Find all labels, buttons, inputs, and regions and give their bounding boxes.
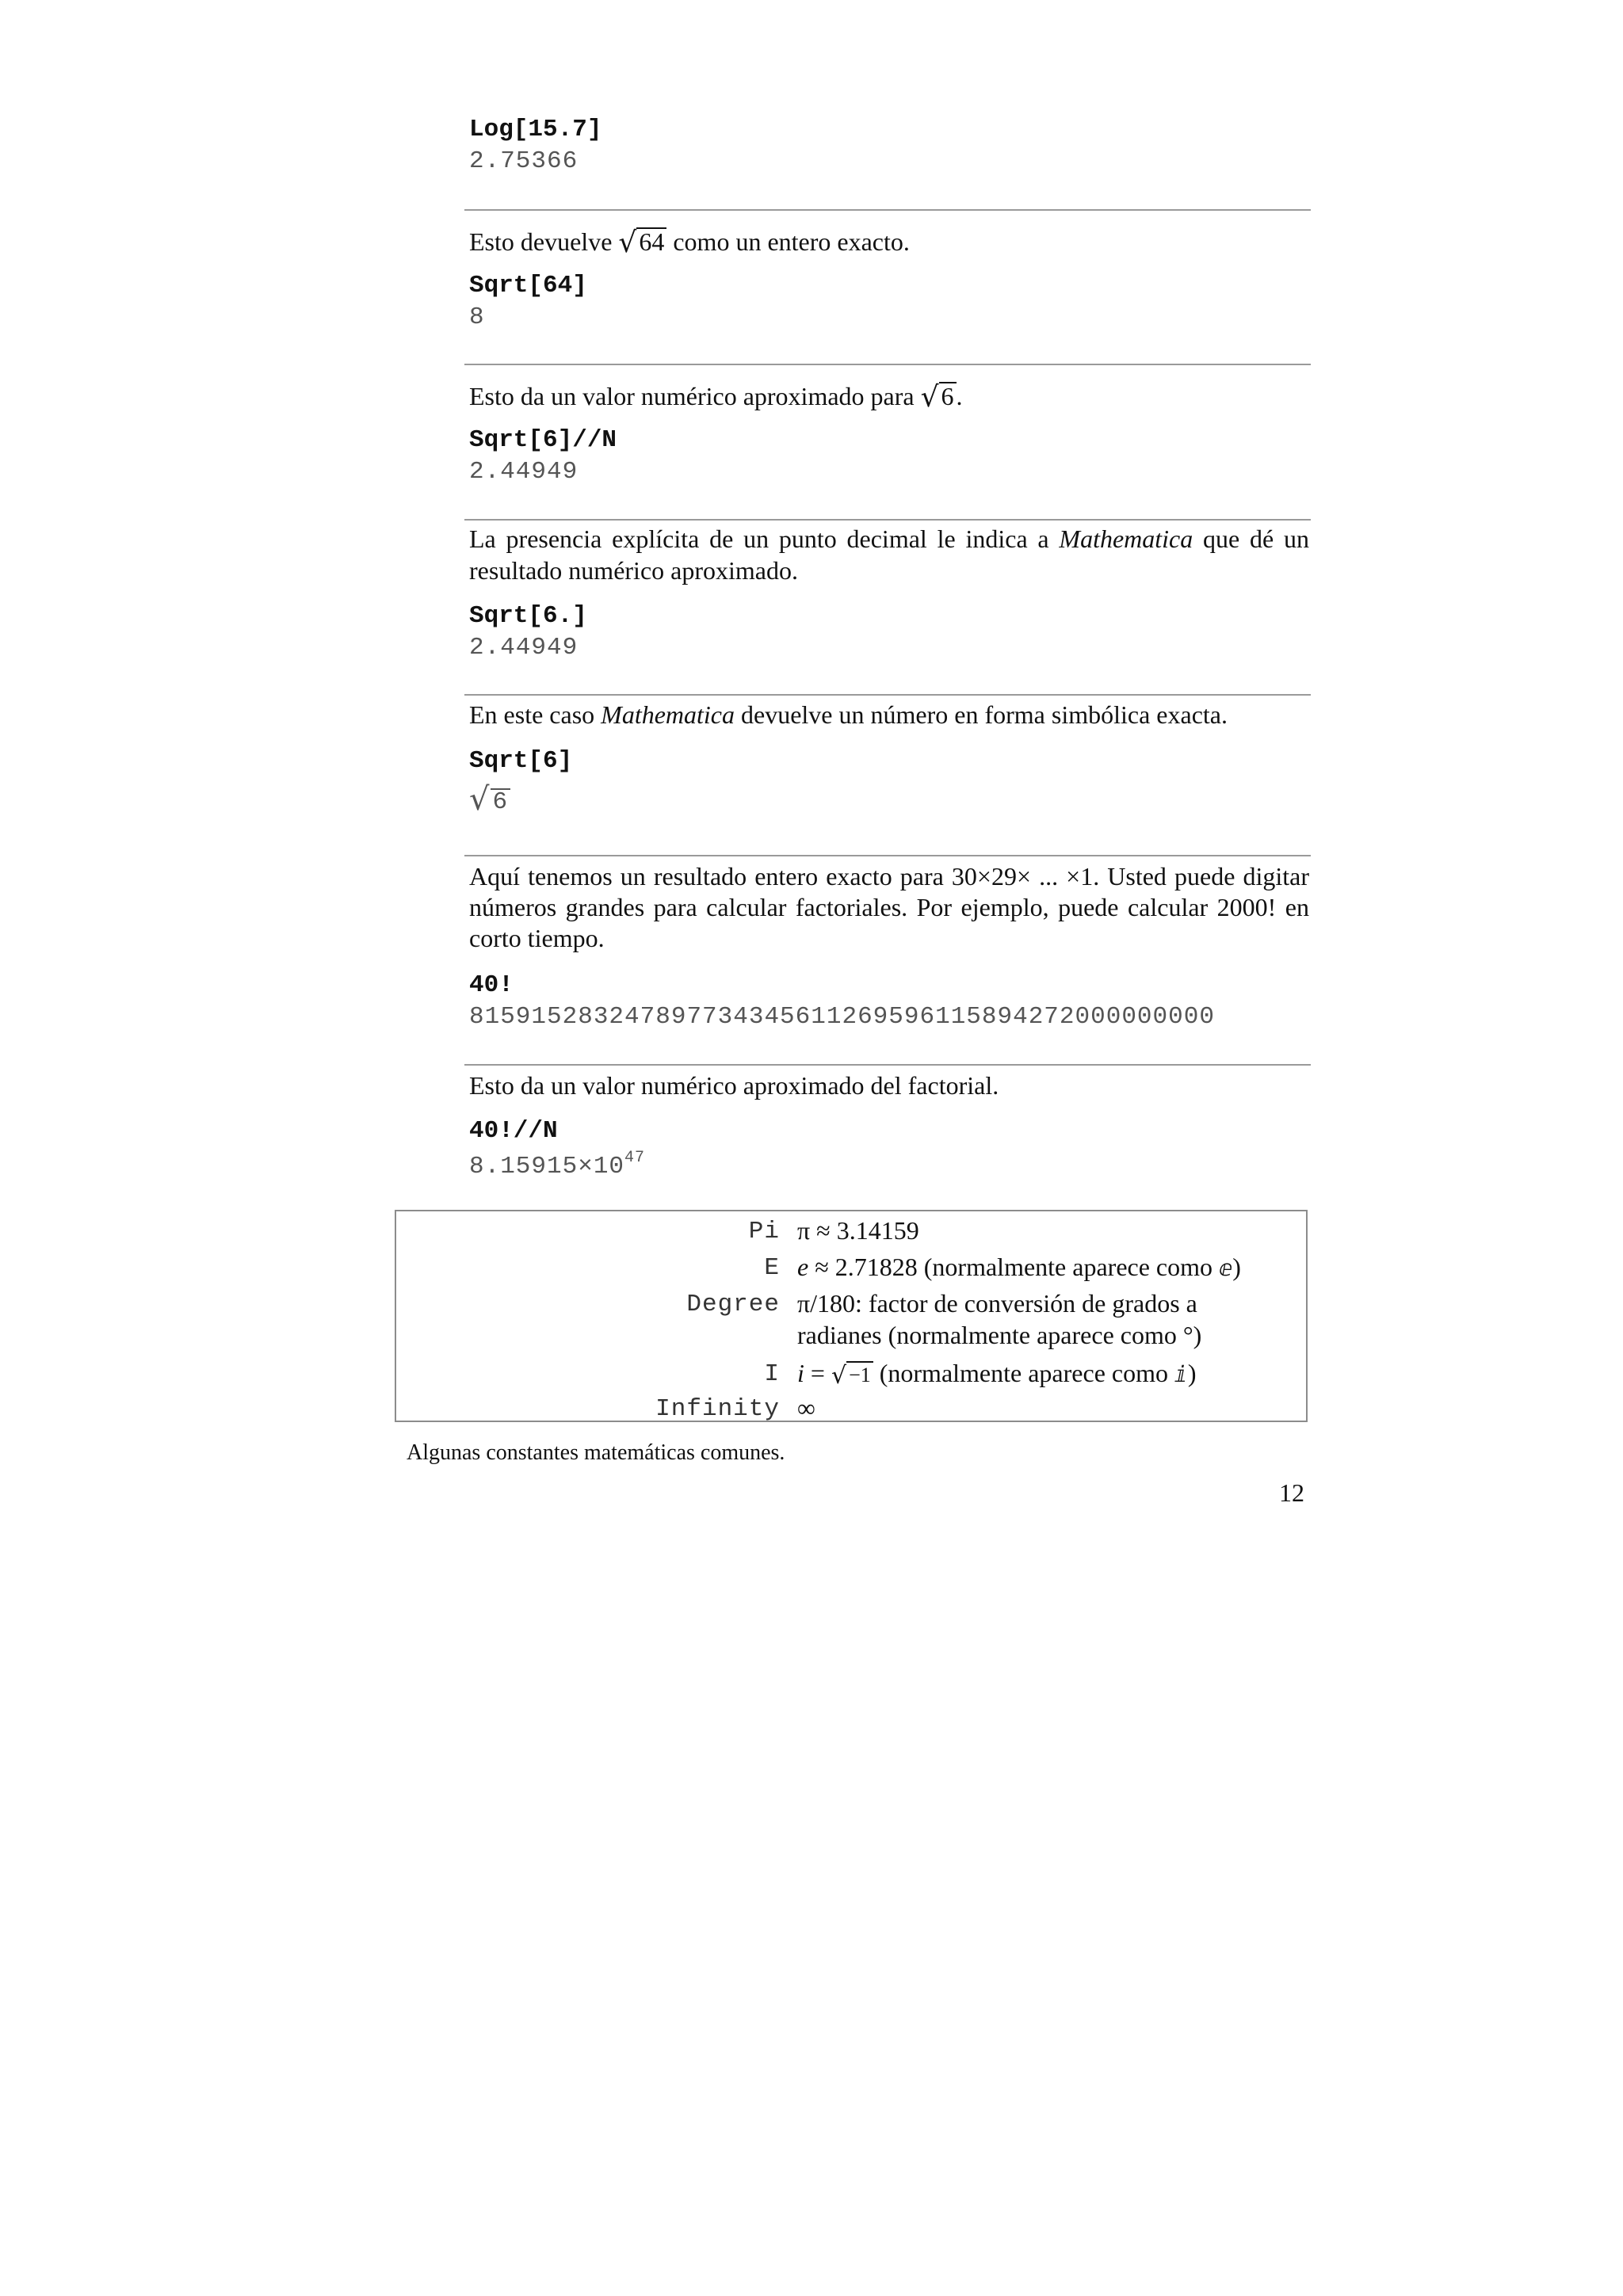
factorialn-mantissa: 8.15915×10 <box>469 1153 625 1180</box>
factorialn-description: Esto da un valor numérico aproximado del factorial. <box>469 1071 999 1100</box>
cell-divider <box>464 209 1311 211</box>
constants-table <box>395 1210 1308 1422</box>
sqrt6exact-input: Sqrt[6] <box>469 747 573 775</box>
constant-desc-italic: e <box>797 1253 809 1281</box>
constant-desc <box>797 1357 1289 1392</box>
sqrt64-description <box>469 226 1309 259</box>
constant-name: Pi <box>748 1218 780 1245</box>
sqrt6exact-radicand: 6 <box>491 788 511 815</box>
sqrt6exact-output <box>469 781 510 818</box>
sqrt6n-text-before: Esto da un valor numérico aproximado para <box>469 382 915 410</box>
sqrt64-text-before: Esto devuelve <box>469 227 613 256</box>
constant-desc-end: ) <box>1232 1253 1241 1281</box>
sqrt6dot-input: Sqrt[6.] <box>469 602 587 630</box>
constant-desc-end: ) <box>1187 1359 1197 1387</box>
imaginary-i-symbol: ⅈ <box>1174 1361 1188 1387</box>
sqrt-minus-one-radicand: −1 <box>846 1361 873 1388</box>
cell-divider <box>464 364 1311 365</box>
sqrt6n-output: 2.44949 <box>469 458 579 486</box>
sqrt6n-radicand: 6 <box>939 382 957 409</box>
sqrt6n-radical: √6 <box>921 380 957 414</box>
cell-divider <box>464 1064 1311 1066</box>
constant-desc: ∞ <box>797 1394 815 1422</box>
constant-desc-text: ≈ 2.71828 (normalmente aparece como <box>808 1253 1220 1281</box>
cell-divider <box>464 519 1311 521</box>
sqrt6dot-description <box>469 523 1309 586</box>
sqrt6n-input: Sqrt[6]//N <box>469 426 617 454</box>
exponential-e-symbol: ⅇ <box>1219 1255 1233 1281</box>
sqrt6exact-radical: √6 <box>469 781 510 818</box>
factorialn-output <box>469 1149 645 1180</box>
table-caption: Algunas constantes matemáticas comunes. <box>407 1440 785 1465</box>
factorial-output: 815915283247897734345611269596115894272000000000 <box>469 1003 1215 1031</box>
sqrt6exact-text-before: En este caso <box>469 700 595 729</box>
constant-desc-mid: (normalmente aparece como <box>873 1359 1174 1387</box>
cell-divider <box>464 855 1311 856</box>
sqrt64-radicand: 64 <box>636 227 666 254</box>
sqrt64-output: 8 <box>469 303 485 331</box>
constant-desc <box>797 1251 1289 1284</box>
constant-desc-text: = <box>804 1359 831 1387</box>
sqrt6dot-output: 2.44949 <box>469 634 579 662</box>
sqrt6n-description <box>469 380 1309 414</box>
constant-desc: π/180: factor de conversión de grados a radianes (normalmente aparece como °) <box>797 1289 1202 1349</box>
sqrt64-radical: √64 <box>618 226 666 259</box>
cell-divider <box>464 694 1311 696</box>
sqrt6exact-text-after: devuelve un número en forma simbólica exacta. <box>741 700 1228 729</box>
factorial-description: Aquí tenemos un resultado entero exacto para 30×29× ... ×1. Usted puede digitar números grandes para calcular factoriales. Por ejemplo, puede calcular 2000! en corto tiempo. <box>469 862 1309 952</box>
sqrt64-input: Sqrt[64] <box>469 272 587 299</box>
sqrt6exact-description <box>469 699 1309 730</box>
page-number: 12 <box>1279 1478 1304 1507</box>
constant-name: Degree <box>686 1291 780 1318</box>
sqrt6n-text-after: . <box>956 382 963 410</box>
sqrt6dot-text-after: que dé un resultado numérico aproximado. <box>469 524 1309 585</box>
constant-name: Infinity <box>655 1395 780 1423</box>
factorialn-exponent: 47 <box>624 1149 646 1167</box>
sqrt6dot-italic: Mathematica <box>1059 524 1193 553</box>
constant-name: I <box>764 1360 780 1388</box>
constant-desc-italic: i <box>797 1359 804 1387</box>
sqrt6dot-text-before: La presencia explícita de un punto decimal le indica a <box>469 524 1049 553</box>
sqrt6exact-italic: Mathematica <box>601 700 735 729</box>
factorial-input: 40! <box>469 971 514 999</box>
sqrt-minus-one: √ −1 <box>831 1357 873 1392</box>
constant-desc: π ≈ 3.14159 <box>797 1216 919 1245</box>
log-output: 2.75366 <box>469 147 579 175</box>
sqrt64-text-after: como un entero exacto. <box>673 227 910 256</box>
factorialn-input: 40!//N <box>469 1117 558 1145</box>
log-input: Log[15.7] <box>469 116 602 143</box>
constant-name: E <box>764 1254 780 1282</box>
